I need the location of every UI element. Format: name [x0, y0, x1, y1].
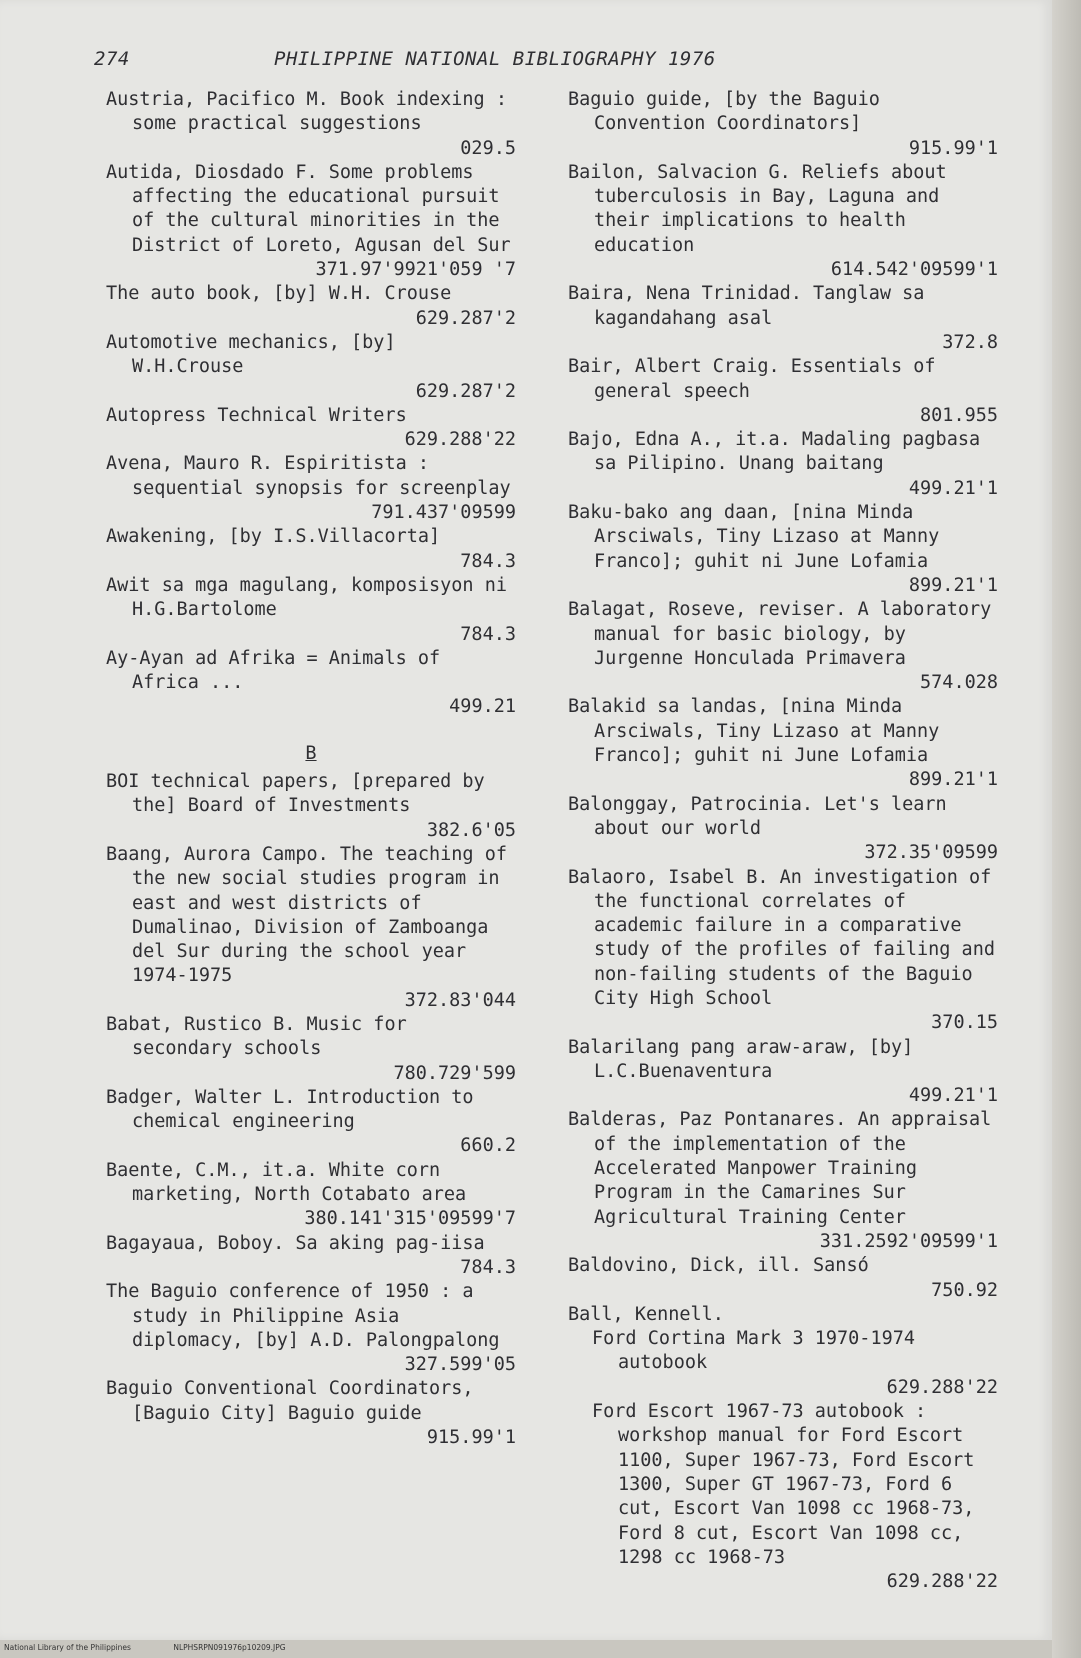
bibliography-entry: [106, 404, 516, 453]
bibliography-entry: [106, 1377, 516, 1450]
entry-text: Balagat, Roseve, reviser. A laboratory manual for basic biology, by Jurgenne Honculada Primavera: [568, 599, 992, 669]
entry-text: Autopress Technical Writers: [106, 404, 407, 426]
bibliography-entry: [106, 1232, 516, 1281]
entry-text: Badger, Walter L. Introduction to chemical engineering: [106, 1086, 474, 1133]
classification-number: 784.3: [460, 1256, 516, 1278]
entry-text: Automotive mechanics, [by] W.H.Crouse: [106, 331, 396, 378]
bibliography-entry: [568, 501, 998, 598]
bibliography-entry: [568, 428, 998, 501]
right-column: [568, 88, 998, 1594]
entry-text: Balonggay, Patrocinia. Let's learn about our world: [568, 793, 947, 839]
classification-number: 780.729'599: [393, 1062, 516, 1084]
bibliography-entry: [568, 282, 998, 355]
classification-number: 629.288'22: [886, 1571, 998, 1593]
bibliography-entry: [568, 695, 998, 792]
footer-file: NLPHSRPN091976p10209.JPG: [173, 1643, 286, 1652]
left-column: [106, 88, 516, 1450]
entry-text: Ford Cortina Mark 3 1970-1974 autobook: [592, 1328, 916, 1374]
bibliography-entry: [106, 525, 516, 574]
entry-text: Ford Escort 1967-73 autobook : workshop manual for Ford Escort 1100, Super 1967-73, Ford Escort 1300, Super GT 1967-73, Ford 6 cut, Escort Van 1098 cc 1968-73, Ford 8 cut, Escort Van 1098 cc, 1298 cc 1968-73: [592, 1401, 975, 1568]
bibliography-entry: [106, 647, 516, 720]
entry-text: Baang, Aurora Campo. The teaching of the new social studies program in east and west districts of Dumalinao, Division of Zamboanga del Sur during the school year 1974-1975: [106, 843, 507, 987]
bibliography-entry: [568, 866, 998, 1036]
bibliography-entry: [106, 770, 516, 843]
scan-edge: [1052, 0, 1081, 1658]
bibliography-entry: [106, 1159, 516, 1232]
footer-library: National Library of the Philippines: [4, 1643, 131, 1652]
bibliography-entry: [568, 88, 998, 161]
bibliography-entry: [106, 161, 516, 282]
classification-number: 915.99'1: [426, 1427, 516, 1449]
entry-text: Balarilang pang araw-araw, [by] L.C.Buenaventura: [568, 1036, 914, 1082]
classification-number: 372.83'044: [404, 989, 516, 1011]
classification-number: 791.437'09599: [371, 502, 516, 524]
bibliography-entry: [106, 88, 516, 161]
bibliography-entry: [106, 1086, 516, 1159]
section-letter: B: [305, 742, 317, 764]
bibliography-entry: [106, 843, 516, 1013]
entry-text: Balaoro, Isabel B. An investigation of the functional correlates of academic failure in a comparative study of the profiles of failing and non-failing students of the Baguio City High School: [568, 866, 995, 1009]
entry-text: Balakid sa landas, [nina Minda Arsciwals, Tiny Lizaso at Manny Franco]; guhit ni June Lofamia: [568, 696, 940, 767]
entry-text: Baente, C.M., it.a. White corn marketing, North Cotabato area: [106, 1159, 467, 1206]
bibliography-entry: [568, 1108, 998, 1254]
bibliography-entry: [568, 793, 998, 866]
entry-text: Baguio guide, [by the Baguio Convention Coordinators]: [568, 89, 880, 135]
classification-number: 380.141'315'09599'7: [304, 1208, 516, 1230]
classification-number: 499.21: [449, 696, 516, 718]
entry-text: Ay-Ayan ad Afrika = Animals of Africa ...: [106, 647, 441, 694]
classification-number: 915.99'1: [908, 137, 998, 159]
entry-text: Bajo, Edna A., it.a. Madaling pagbasa sa Pilipino. Unang baitang: [568, 429, 981, 475]
entry-text: Bair, Albert Craig. Essentials of general speech: [568, 356, 936, 402]
bibliography-entry: [106, 1280, 516, 1377]
entry-text: Baldovino, Dick, ill. Sansó: [568, 1255, 869, 1277]
scan-footer: [4, 1643, 326, 1652]
bibliography-entry: [568, 161, 998, 282]
bibliography-entry: [568, 1254, 998, 1303]
classification-number: 372.8: [942, 331, 998, 353]
classification-number: 029.5: [460, 137, 516, 159]
classification-number: 327.599'05: [404, 1354, 516, 1376]
classification-number: 331.2592'09599'1: [819, 1230, 998, 1252]
bibliography-entry: [106, 1013, 516, 1086]
bibliography-entry: [592, 1400, 998, 1594]
classification-number: 499.21'1: [908, 1085, 998, 1107]
bibliography-entry: [568, 598, 998, 695]
bibliography-entry: [106, 574, 516, 647]
entry-text: Austria, Pacifico M. Book indexing : some practical suggestions: [106, 89, 507, 135]
classification-number: 629.288'22: [886, 1376, 998, 1398]
bibliography-entry: [106, 282, 516, 331]
entry-text: Balderas, Paz Pontanares. An appraisal of the implementation of the Accelerated Manpower Training Program in the Camarines Sur Agricultural Training Center: [568, 1109, 992, 1228]
entry-text: The auto book, [by] W.H. Crouse: [106, 283, 452, 305]
classification-number: 660.2: [460, 1135, 516, 1157]
bibliography-entry: [106, 452, 516, 525]
entry-text: Bagayaua, Boboy. Sa aking pag-iisa: [106, 1232, 485, 1254]
entry-text: The Baguio conference of 1950 : a study in Philippine Asia diplomacy, [by] A.D. Palongpalong: [106, 1281, 500, 1351]
bibliography-entry: [568, 1036, 998, 1109]
entry-text: Babat, Rustico B. Music for secondary schools: [106, 1013, 407, 1060]
page-title: PHILIPPINE NATIONAL BIBLIOGRAPHY 1976: [274, 48, 716, 70]
classification-number: 382.6'05: [426, 819, 516, 841]
classification-number: 629.287'2: [415, 307, 516, 329]
entry-text: Baku-bako ang daan, [nina Minda Arsciwals, Tiny Lizaso at Manny Franco]; guhit ni June Lofamia: [568, 502, 940, 572]
entry-text: Baira, Nena Trinidad. Tanglaw sa kagandahang asal: [568, 283, 925, 329]
classification-number: 371.97'9921'059 '7: [315, 259, 516, 281]
bibliography-entry: [568, 1303, 998, 1327]
entry-text: Bailon, Salvacion G. Reliefs about tuberculosis in Bay, Laguna and their implications to health education: [568, 161, 947, 256]
classification-number: 629.288'22: [404, 429, 516, 451]
classification-number: 899.21'1: [908, 574, 998, 596]
entry-text: BOI technical papers, [prepared by the] Board of Investments: [106, 771, 485, 817]
bibliography-entry: [106, 331, 516, 404]
entry-text: Awakening, [by I.S.Villacorta]: [106, 526, 441, 548]
entry-text: Awit sa mga magulang, komposisyon ni H.G.Bartolome: [106, 574, 507, 621]
bibliography-entry: [568, 355, 998, 428]
page-header: [94, 48, 994, 74]
bibliography-entry: [592, 1327, 998, 1400]
classification-number: 370.15: [931, 1012, 998, 1034]
classification-number: 574.028: [920, 672, 998, 694]
entry-text: Ball, Kennell.: [568, 1303, 724, 1325]
page-number: 274: [94, 48, 130, 70]
entry-text: Autida, Diosdado F. Some problems affecting the educational pursuit of the cultural minorities in the District of Loreto, Agusan del Sur: [106, 161, 511, 256]
classification-number: 629.287'2: [415, 380, 516, 402]
classification-number: 784.3: [460, 550, 516, 572]
classification-number: 614.542'09599'1: [830, 259, 998, 281]
classification-number: 372.35'09599: [864, 842, 998, 864]
classification-number: 499.21'1: [908, 477, 998, 499]
classification-number: 750.92: [931, 1279, 998, 1301]
entry-text: Avena, Mauro R. Espiritista : sequential synopsis for screenplay: [106, 453, 511, 499]
classification-number: 801.955: [920, 404, 998, 426]
classification-number: 899.21'1: [908, 769, 998, 791]
entry-text: Baguio Conventional Coordinators, [Baguio City] Baguio guide: [106, 1378, 474, 1424]
classification-number: 784.3: [460, 623, 516, 645]
